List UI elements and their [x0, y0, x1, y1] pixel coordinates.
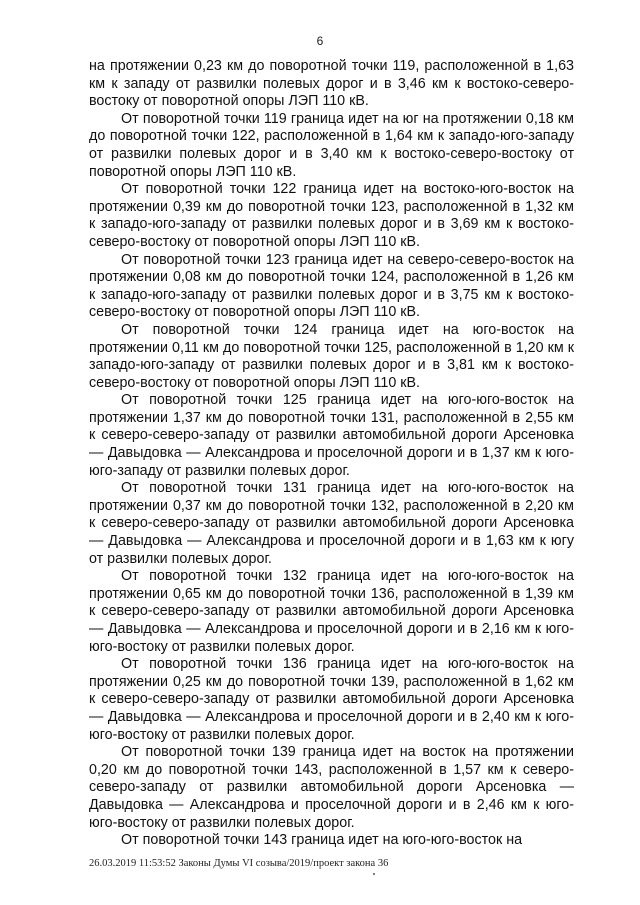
paragraph: От поворотной точки 125 граница идет на юго-юго-восток на протяжении 1,37 км до поворотной точки 131, расположенной в 2,55 км к северо-северо-западу от развилки автомобильной дороги Арсеновка — Давыдовка — Александрова и проселочной дороги и в 1,37 км к юго-юго-западу от развилки полевых дорог. [89, 392, 574, 479]
body-text [89, 58, 574, 850]
page-number: 6 [316, 34, 324, 48]
paragraph: От поворотной точки 131 граница идет на юго-юго-восток на протяжении 0,37 км до поворотной точки 132, расположенной в 2,20 км к северо-северо-западу от развилки автомобильной дороги Арсеновка — Давыдовка — Александрова и проселочной дороги и в 1,63 км к югу от развилки полевых дорог. [89, 480, 574, 567]
scan-dot-mark [373, 873, 375, 875]
paragraph: От поворотной точки 122 граница идет на востоко-юго-восток на протяжении 0,39 км до поворотной точки 123, расположенной в 1,32 км к западо-юго-западу от развилки полевых дорог и в 3,69 км к востоко-северо-востоку от поворотной опоры ЛЭП 110 кВ. [89, 181, 574, 250]
document-footer: 26.03.2019 11:53:52 Законы Думы VI созыва/2019/проект закона 36 [89, 858, 389, 869]
paragraph: От поворотной точки 132 граница идет на юго-юго-восток на протяжении 0,65 км до поворотной точки 136, расположенной в 1,39 км к северо-северо-западу от развилки автомобильной дороги Арсеновка — Давыдовка — Александрова и проселочной дороги и в 2,16 км к юго-юго-востоку от развилки полевых дорог. [89, 568, 574, 655]
paragraph-last: От поворотной точки 143 граница идет на юго-юго-восток на [121, 832, 523, 849]
paragraph: От поворотной точки 123 граница идет на северо-северо-восток на протяжении 0,08 км до поворотной точки 124, расположенной в 1,26 км к западо-юго-западу от развилки полевых дорог и в 3,75 км к востоко-северо-востоку от поворотной опоры ЛЭП 110 кВ. [89, 251, 574, 321]
paragraph: От поворотной точки 136 граница идет на юго-юго-восток на протяжении 0,25 км до поворотной точки 139, расположенной в 1,62 км к северо-северо-западу от развилки автомобильной дороги Арсеновка — Давыдовка — Александрова и проселочной дороги и в 2,40 км к юго-юго-востоку от развилки полевых дорог. [89, 656, 574, 743]
paragraph: От поворотной точки 124 граница идет на юго-восток на протяжении 0,11 км до поворотной точки 125, расположенной в 1,20 км к западо-юго-западу от развилки полевых дорог и в 3,81 км к востоко-северо-востоку от поворотной опоры ЛЭП 110 кВ. [89, 321, 574, 391]
paragraph: От поворотной точки 119 граница идет на юг на протяжении 0,18 км до поворотной точки 122, расположенной в 1,64 км к западо-юго-западу от развилки полевых дорог и в 3,40 км к востоко-северо-востоку от поворотной опоры ЛЭП 110 кВ. [89, 110, 574, 180]
paragraph: на протяжении 0,23 км до поворотной точки 119, расположенной в 1,63 км к западу от развилки полевых дорог и в 3,46 км к востоко-северо-востоку от поворотной опоры ЛЭП 110 кВ. [89, 58, 574, 110]
paragraph: От поворотной точки 139 граница идет на восток на протяжении 0,20 км до поворотной точки 143, расположенной в 1,57 км к северо-северо-западу от развилки автомобильной дороги Арсеновка — Давыдовка — Александрова и проселочной дороги и в 2,46 км к юго-юго-востоку от развилки полевых дорог. [89, 744, 574, 831]
